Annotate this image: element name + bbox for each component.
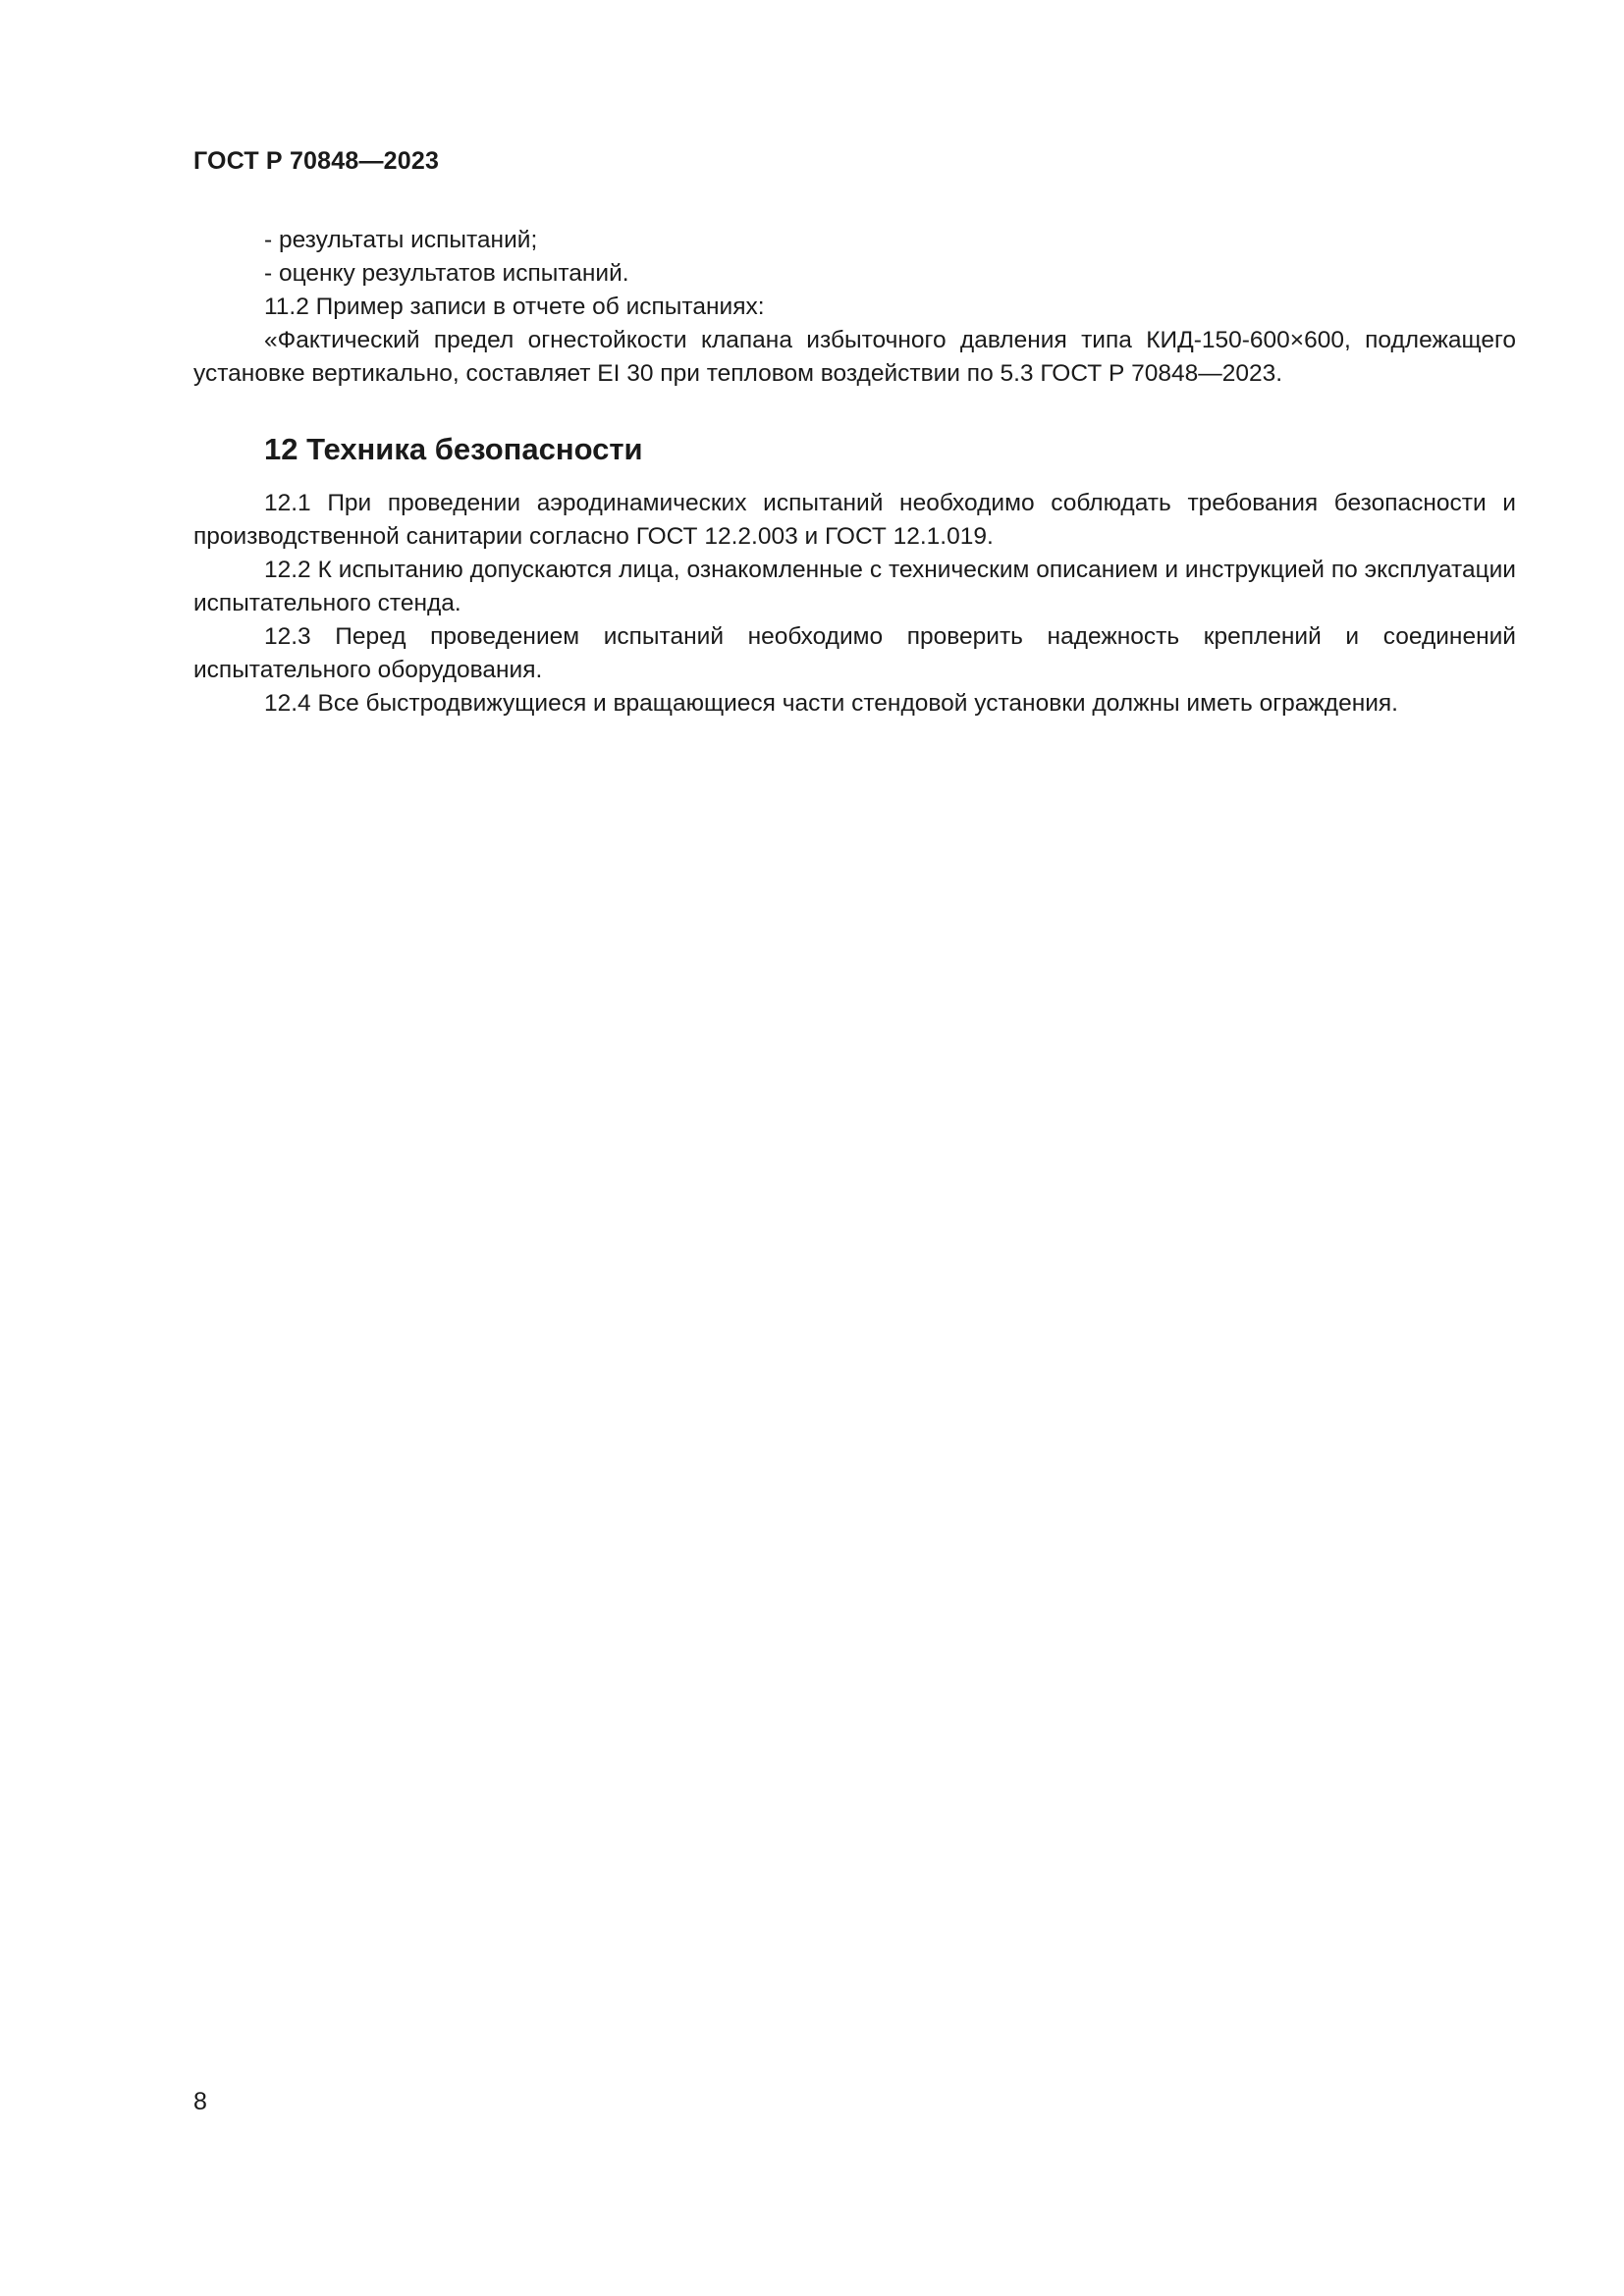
page-number: 8 xyxy=(193,2088,207,2115)
list-item-assessment: - оценку результатов испытаний. xyxy=(264,260,629,287)
page-content xyxy=(193,224,1516,721)
paragraph-12-1: 12.1 При проведении аэродинамических испытаний необходимо соблюдать требования безопасности и производственной санитарии согласно ГОСТ 12.2.003 и ГОСТ 12.1.019. xyxy=(193,490,1516,550)
paragraph-12-3: 12.3 Перед проведением испытаний необходимо проверить надежность креплений и соединений испытательного оборудования. xyxy=(193,623,1516,683)
list-item-results: - результаты испытаний; xyxy=(264,227,538,253)
paragraph-12-4: 12.4 Все быстродвижущиеся и вращающиеся части стендовой установки должны иметь ограждения. xyxy=(264,690,1398,717)
document-header: ГОСТ Р 70848—2023 xyxy=(193,147,440,175)
paragraph-12-2: 12.2 К испытанию допускаются лица, ознакомленные с техническим описанием и инструкцией по эксплуатации испытательного стенда. xyxy=(193,557,1516,616)
report-example-paragraph: «Фактический предел огнестойкости клапана избыточного давления типа КИД-150-600×600, подлежащего установке вертикально, составляет EI 30 при тепловом воздействии по 5.3 ГОСТ Р 70848—2023. xyxy=(193,327,1516,387)
section-heading-12: 12 Техника безопасности xyxy=(264,432,643,466)
paragraph-11-2: 11.2 Пример записи в отчете об испытаниях: xyxy=(264,294,765,320)
